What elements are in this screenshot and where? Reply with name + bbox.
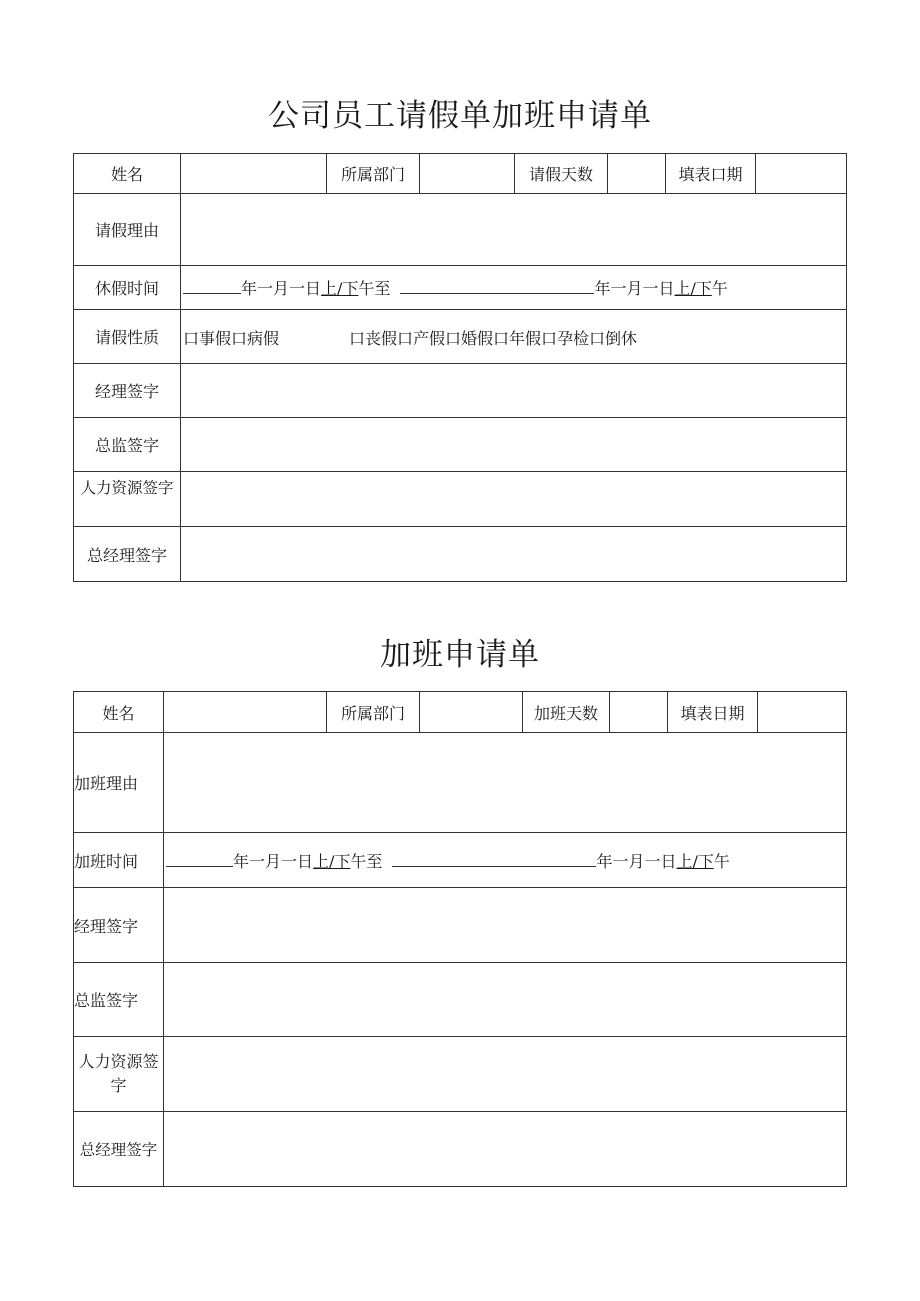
time-text: 午至 (350, 851, 383, 871)
gm-sign-label: 总经理签字 (74, 1112, 164, 1187)
department-field[interactable] (420, 692, 523, 733)
gm-sign-field[interactable] (181, 527, 847, 582)
ampm-text: 上/下 (674, 279, 712, 298)
blank-line[interactable] (183, 277, 241, 294)
name-field[interactable] (181, 154, 327, 194)
name-field[interactable] (164, 692, 327, 733)
leave-reason-field[interactable] (181, 194, 847, 266)
name-label: 姓名 (74, 154, 181, 194)
leave-days-field[interactable] (608, 154, 666, 194)
overtime-time-field[interactable] (164, 833, 847, 888)
time-text: 年一月一日 (241, 279, 322, 298)
leave-reason-label: 请假理由 (74, 194, 181, 266)
time-text: 年一月一日 (594, 279, 675, 298)
director-sign-field[interactable] (181, 418, 847, 472)
leave-days-label: 请假天数 (515, 154, 608, 194)
overtime-reason-field[interactable] (164, 733, 847, 833)
overtime-form-title: 加班申请单 (380, 637, 540, 673)
leave-type-label: 请假性质 (74, 310, 181, 364)
leave-form-title: 公司员工请假单加班申请单 (268, 98, 652, 134)
overtime-days-label: 加班天数 (523, 692, 610, 733)
overtime-reason-label: 加班理由 (74, 733, 164, 833)
fill-date-field[interactable] (758, 692, 847, 733)
leave-type-group[interactable]: 口事假口病假 (183, 329, 280, 348)
time-text: 午至 (358, 279, 391, 298)
ampm-text: 上/下 (676, 851, 714, 871)
department-label: 所属部门 (327, 692, 420, 733)
department-label: 所属部门 (327, 154, 420, 194)
manager-sign-label: 经理签字 (74, 364, 181, 418)
overtime-form-table (73, 691, 847, 1187)
director-sign-label: 总监签字 (74, 418, 181, 472)
fill-date-field[interactable] (756, 154, 847, 194)
fill-date-label: 填表口期 (666, 154, 756, 194)
blank-line[interactable] (392, 850, 596, 867)
leave-form-table (73, 153, 847, 582)
blank-line[interactable] (166, 850, 233, 867)
gm-sign-label: 总经理签字 (74, 527, 181, 582)
time-text: 年一月一日 (596, 851, 677, 871)
director-sign-field[interactable] (164, 963, 847, 1037)
overtime-days-field[interactable] (610, 692, 668, 733)
time-text: 年一月一日 (233, 851, 314, 871)
director-sign-label: 总监签字 (74, 963, 164, 1037)
hr-sign-field[interactable] (181, 472, 847, 527)
hr-sign-label: 人力资源签字 (74, 472, 181, 527)
gm-sign-field[interactable] (164, 1112, 847, 1187)
time-text: 午 (711, 279, 728, 298)
hr-sign-field[interactable] (164, 1037, 847, 1112)
blank-line[interactable] (400, 277, 594, 294)
leave-type-options[interactable] (181, 310, 847, 364)
name-label: 姓名 (74, 692, 164, 733)
manager-sign-field[interactable] (164, 888, 847, 963)
hr-sign-label: 人力资源签字 (74, 1037, 164, 1112)
leave-time-field[interactable] (181, 266, 847, 310)
leave-time-label: 休假时间 (74, 266, 181, 310)
overtime-time-label: 加班时间 (74, 833, 164, 888)
ampm-text: 上/下 (321, 279, 359, 298)
ampm-text: 上/下 (313, 851, 351, 871)
leave-type-group[interactable]: 口丧假口产假口婚假口年假口孕检口倒休 (349, 329, 638, 348)
manager-sign-label: 经理签字 (74, 888, 164, 963)
department-field[interactable] (420, 154, 515, 194)
time-text: 午 (713, 851, 730, 871)
manager-sign-field[interactable] (181, 364, 847, 418)
fill-date-label: 填表日期 (668, 692, 758, 733)
